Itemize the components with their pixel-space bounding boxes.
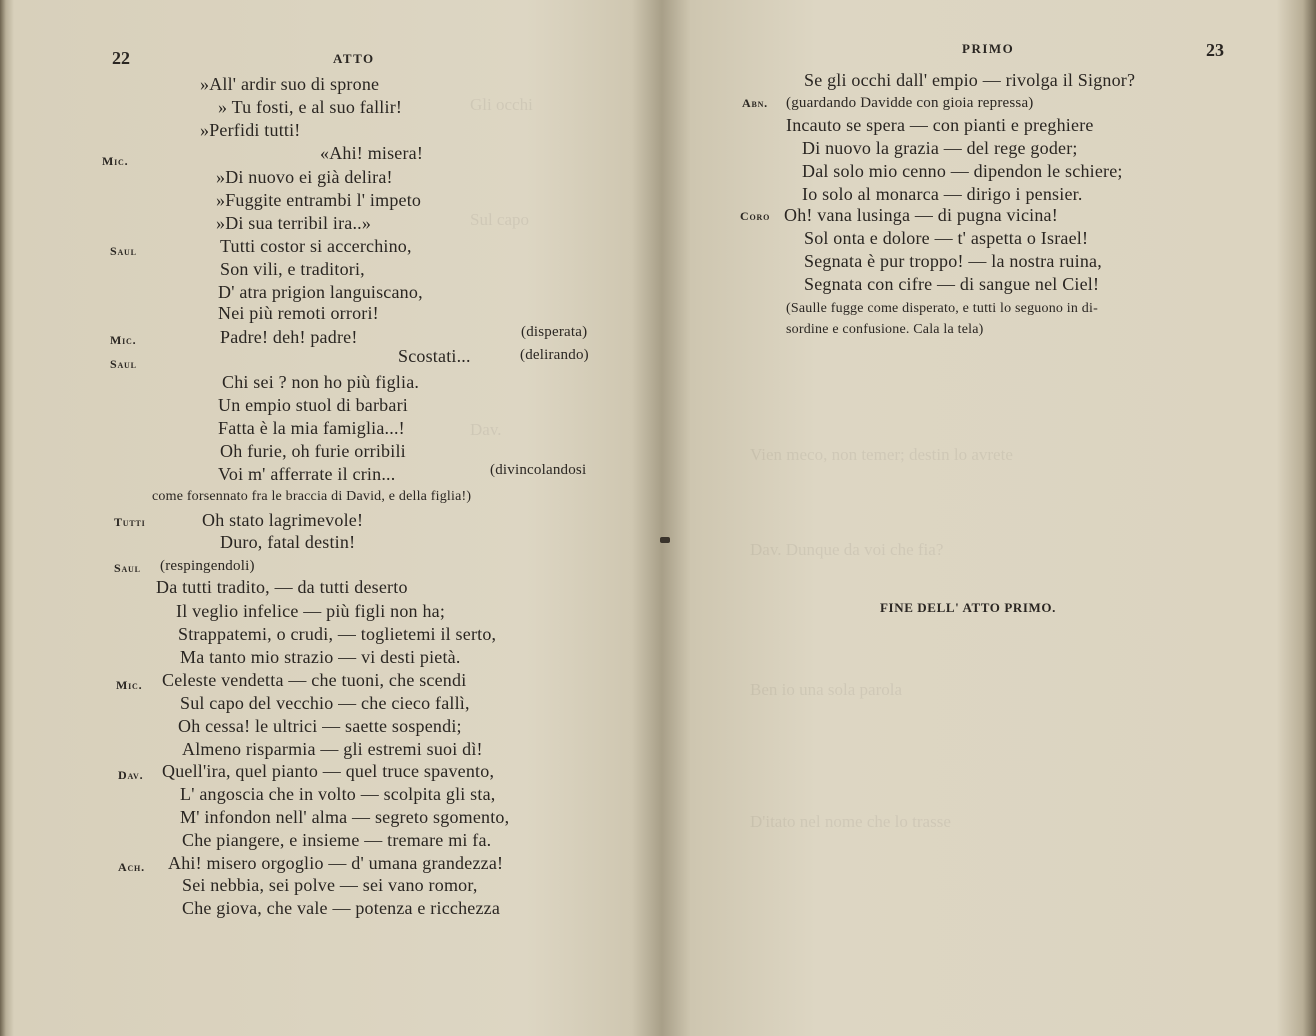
verse-line: M' infondon nell' alma — segreto sgomento, (180, 807, 510, 827)
verse-line: Oh! vana lusinga — di pugna vicina! (784, 205, 1058, 225)
verse-line: Il veglio infelice — più figli non ha; (176, 601, 446, 621)
verse-line: »Perfidi tutti! (200, 120, 301, 140)
stage-direction: (Saulle fugge come disperato, e tutti lo seguono in di- (786, 301, 1098, 316)
verse-line: D' atra prigion languiscano, (218, 282, 423, 302)
verse-line: Fatta è la mia famiglia...! (218, 418, 405, 438)
verse-line: Voi m' afferrate il crin... (218, 464, 396, 484)
verse-line: Oh stato lagrimevole! (202, 510, 364, 530)
verse-line: Sol onta e dolore — t' aspetta o Israel! (804, 228, 1089, 248)
verse-line: Nei più remoti orrori! (218, 303, 379, 323)
verse-line: Se gli occhi dall' empio — rivolga il Signor? (804, 70, 1136, 90)
speaker-label: Saul (110, 357, 137, 371)
verse-line: Segnata con cifre — di sangue nel Ciel! (804, 274, 1100, 294)
verse-line: Sei nebbia, sei polve — sei vano romor, (182, 875, 478, 895)
verse-line: Scostati... (398, 346, 471, 366)
verse-line: Che piangere, e insieme — tremare mi fa. (182, 830, 492, 850)
verse-line: Oh furie, oh furie orribili (220, 441, 406, 461)
running-header: PRIMO (962, 41, 1015, 56)
verse-line: Celeste vendetta — che tuoni, che scendi (162, 670, 467, 690)
verse-line: Sul capo del vecchio — che cieco fallì, (180, 693, 470, 713)
verse-line: Almeno risparmia — gli estremi suoi dì! (182, 739, 483, 759)
verse-line: Incauto se spera — con pianti e preghiere (786, 115, 1094, 135)
page-number: 22 (112, 48, 130, 68)
verse-line: Di nuovo la grazia — del rege goder; (802, 138, 1078, 158)
running-header: ATTO (333, 51, 375, 66)
speaker-label: Coro (740, 209, 771, 223)
verse-line: Son vili, e traditori, (220, 259, 365, 279)
end-of-act-note: FINE DELL' ATTO PRIMO. (880, 600, 1056, 615)
verse-line: Tutti costor si accerchino, (220, 236, 412, 256)
stage-direction: (divincolandosi (490, 462, 587, 478)
bleed-through: Vien meco, non temer; destin lo avrete (750, 445, 1013, 464)
verse-line: Duro, fatal destin! (220, 532, 356, 552)
verse-line: »Di sua terribil ira..» (216, 213, 372, 233)
stage-direction: (guardando Davidde con gioia repressa) (786, 95, 1034, 111)
verse-line: Strappatemi, o crudi, — toglietemi il serto, (178, 624, 497, 644)
verse-line: Ahi! misero orgoglio — d' umana grandezza! (168, 853, 504, 873)
bleed-through: Ben io una sola parola (750, 680, 903, 699)
speaker-label: Mic. (116, 678, 143, 692)
verse-line: Un empio stuol di barbari (218, 395, 408, 415)
verse-line: Da tutti tradito, — da tutti deserto (156, 577, 408, 597)
verse-line: Che giova, che vale — potenza e ricchezza (182, 898, 501, 918)
speaker-label: Ach. (118, 860, 145, 874)
verse-line: Dal solo mio cenno — dipendon le schiere; (802, 161, 1123, 181)
verse-line: «Ahi! misera! (320, 143, 424, 163)
verse-line: » Tu fosti, e al suo fallir! (218, 97, 403, 117)
verse-line: Quell'ira, quel pianto — quel truce spavento, (162, 761, 495, 781)
speaker-label: Mic. (110, 333, 137, 347)
right-page (664, 0, 1316, 1036)
verse-line: »Fuggite entrambi l' impeto (216, 190, 422, 210)
speaker-label: Tutti (114, 515, 146, 529)
verse-line: »All' ardir suo di sprone (200, 74, 380, 94)
bleed-through: D'itato nel nome che lo trasse (750, 812, 951, 831)
speaker-label: Saul (114, 561, 141, 575)
verse-line: L' angoscia che in volto — scolpita gli sta, (180, 784, 496, 804)
verse-line: »Di nuovo ei già delira! (216, 167, 393, 187)
verse-line: Padre! deh! padre! (220, 327, 358, 347)
stage-direction: (delirando) (520, 347, 589, 363)
bleed-through: Dav. (470, 420, 502, 439)
speaker-label: Abn. (742, 96, 768, 110)
verse-line: Io solo al monarca — dirigo i pensier. (802, 184, 1083, 204)
bleed-through: Sul capo (470, 210, 530, 229)
bleed-through: Dav. Dunque da voi che fia? (750, 540, 944, 559)
speaker-label: Saul (110, 244, 137, 258)
verse-line: Ma tanto mio strazio — vi desti pietà. (180, 647, 461, 667)
verse-line: Oh cessa! le ultrici — saette sospendi; (178, 716, 462, 736)
stage-direction: (disperata) (521, 324, 588, 340)
page-number: 23 (1206, 40, 1224, 60)
stage-direction: come forsennato fra le braccia di David, e della figlia!) (152, 489, 472, 504)
speaker-label: Dav. (118, 768, 144, 782)
stage-direction: sordine e confusione. Cala la tela) (786, 322, 984, 337)
speaker-label: Mic. (102, 154, 129, 168)
verse-line: Chi sei ? non ho più figlia. (222, 372, 420, 392)
verse-line: Segnata è pur troppo! — la nostra ruina, (804, 251, 1102, 271)
bleed-through: Gli occhi (470, 95, 533, 114)
stage-direction: (respingendoli) (160, 558, 255, 574)
